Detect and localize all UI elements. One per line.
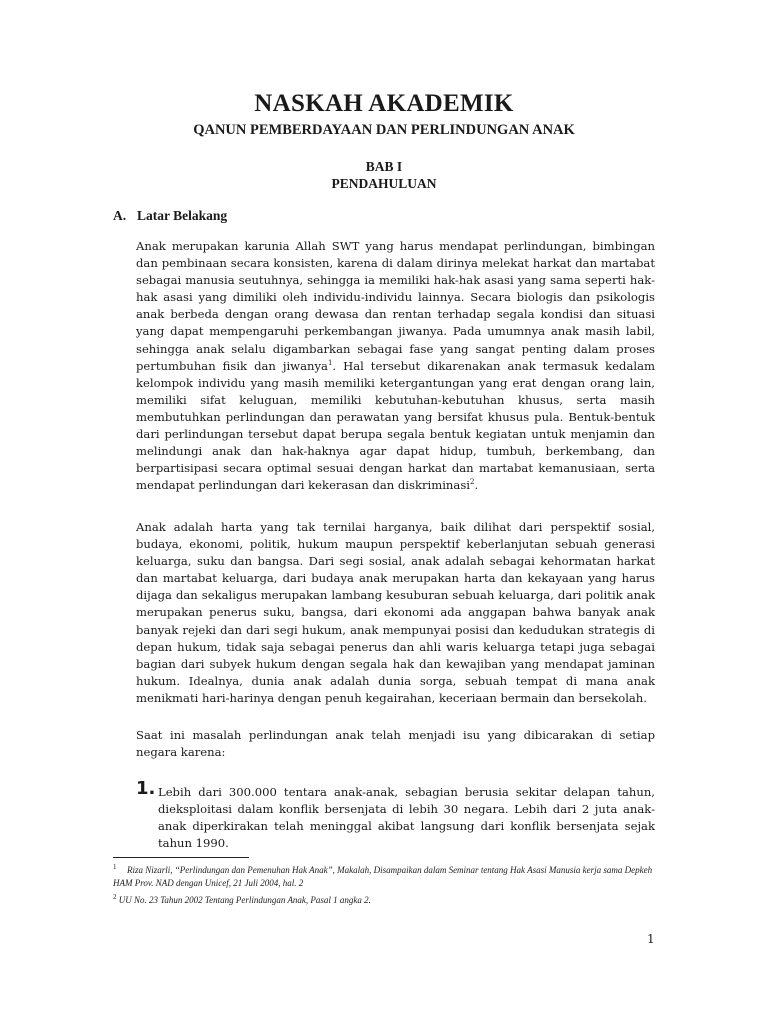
footnote-divider — [113, 857, 249, 858]
chapter-title: PENDAHULUAN — [331, 176, 437, 191]
paragraph-1-part-2: . Hal tersebut dikarenakan anak termasuk kedalam kelompok individu yang masih memiliki ketergantungan yang erat dengan orang lain, memiliki sifat keluguan, memiliki kebutuhan-kebutuhan khusus, serta masih membutuhkan perlindungan dan perawatan yang bersifat khusus pula. Bentuk-bentuk dari perlindungan tersebut dapat berupa segala bentuk kegiatan untuk menjamin dan melindungi anak dan hak-haknya agar dapat hidup, tumbuh, berkembang, dan berpartisipasi secara optimal sesuai dengan harkat dan martabat kemanusiaan, serta mendapat perlindungan dari kekerasan dan diskriminasi — [136, 358, 655, 493]
chapter-heading — [0, 158, 768, 192]
footnote-1-number: 1 — [113, 863, 117, 871]
section-number: A. — [113, 208, 127, 223]
footnote-2-number: 2 — [113, 893, 117, 901]
footnote-ref-2[interactable]: 2 — [469, 478, 475, 487]
page-number: 1 — [647, 932, 655, 946]
list-item-number: 1. — [136, 778, 156, 799]
document-title: NASKAH AKADEMIK — [254, 90, 514, 117]
document-subtitle: QANUN PEMBERDAYAAN DAN PERLINDUNGAN ANAK — [193, 122, 575, 138]
paragraph-2: Anak adalah harta yang tak ternilai harganya, baik dilihat dari perspektif sosial, budaya, ekonomi, politik, hukum maupun perspektif keberlanjutan sebuah generasi keluarga, suku dan bangsa. Dari segi sosial, anak adalah sebagai kehormatan harkat dan martabat keluarga, dari budaya anak merupakan harta dan kekayaan yang harus dijaga dan sekaligus merupakan lambang kesuburan sebuah keluarga, dari politik anak merupakan penerus suku, bangsa, dari ekonomi ada anggapan bahwa banyak anak banyak rejeki dan dari segi hukum, anak mempunyai posisi dan kedudukan strategis di depan hukum, tidak saja sebagai penerus dan ahli waris keluarga tetapi juga sebagai bagian dari subyek hukum dengan segala hak dan kewajiban yang mendapat jaminan hukum. Idealnya, dunia anak adalah dunia sorga, sebuah tempat di mana anak menikmati hari-harinya dengan penuh kegairahan, keceriaan bermain dan bersekolah. — [136, 520, 655, 705]
footnote-2 — [113, 891, 658, 907]
paragraph-1-part-1: Anak merupakan karunia Allah SWT yang harus mendapat perlindungan, bimbingan dan pembinaan secara konsisten, karena di dalam dirinya melekat harkat dan martabat sebagai manusia seutuhnya, sehingga ia memiliki hak-hak asasi yang sama seperti hak-hak asasi yang dimiliki oleh individu-individu lainnya. Secara biologis dan psikologis anak berbeda dengan orang dewasa dan rentan terhadap segala kondisi dan situasi yang dapat mempengaruhi perkembangan jiwanya. Pada umumnya anak masih labil, sehingga anak selalu digambarkan sebagai fase yang sangat penting dalam proses pertumbuhan fisik dan jiwanya — [136, 239, 655, 373]
footnote-ref-1[interactable]: 1 — [327, 358, 333, 367]
paragraph-3: Saat ini masalah perlindungan anak telah menjadi isu yang dibicarakan di setiap negara karena: — [136, 728, 655, 760]
footnote-1-text: Riza Nizarli, “Perlindungan dan Pemenuhan Hak Anak”, Makalah, Disampaikan dalam Seminar tentang Hak Asasi Manusia kerja sama Depkeh HAM Prov. NAD dengan Unicef, 21 Juli 2004, hal. 2 — [113, 865, 653, 888]
chapter-label: BAB I — [365, 159, 403, 174]
list-item-text: Lebih dari 300.000 tentara anak-anak, sebagian berusia sekitar delapan tahun, dieksploitasi dalam konflik bersenjata di lebih 30 negara. Lebih dari 2 juta anak-anak diperkirakan telah meninggal akibat langsung dari konflik bersenjata sejak tahun 1990. — [158, 785, 655, 851]
section-title: Latar Belakang — [137, 208, 228, 223]
footnote-2-text: UU No. 23 Tahun 2002 Tentang Perlindungan Anak, Pasal 1 angka 2. — [118, 895, 371, 905]
paragraph-1 — [136, 238, 655, 494]
footnote-1 — [113, 861, 658, 890]
paragraph-1-end: . — [474, 478, 479, 493]
section-heading — [113, 208, 227, 224]
